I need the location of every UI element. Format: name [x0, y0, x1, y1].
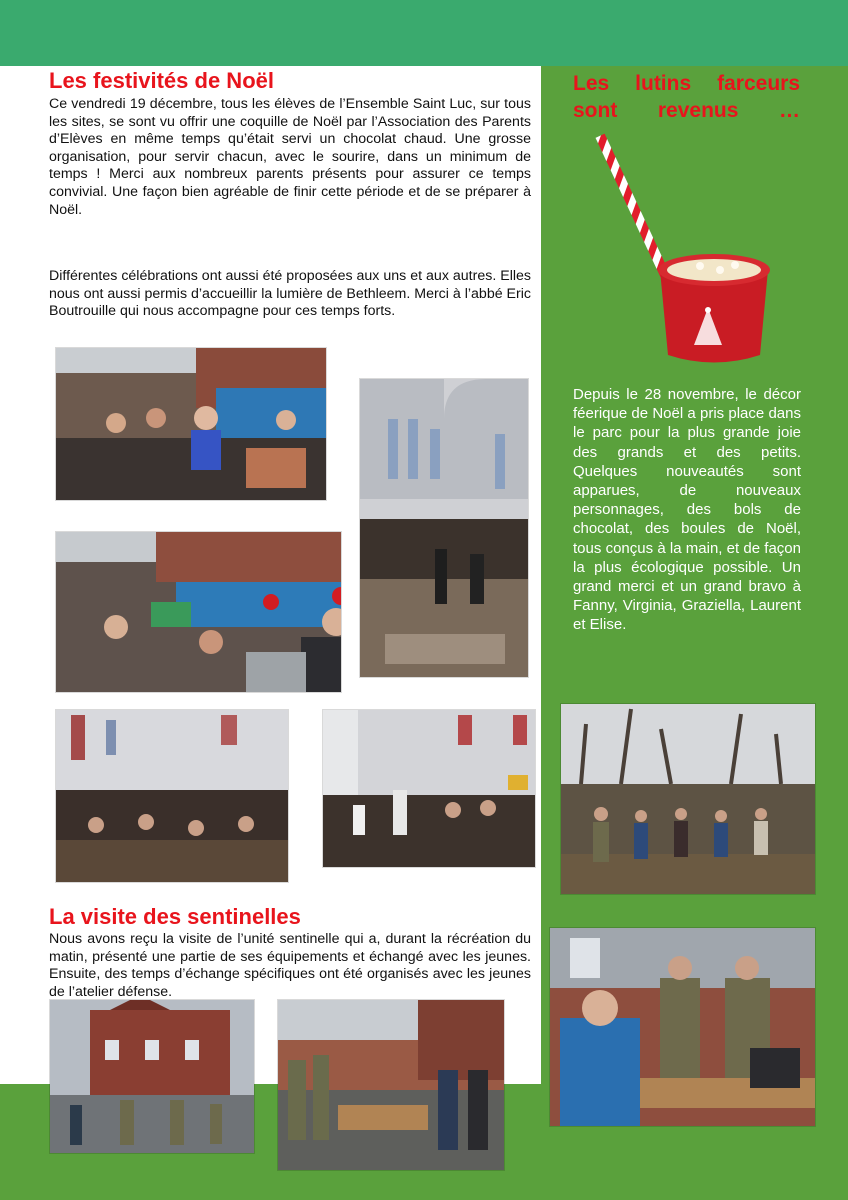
sentinels-paragraph: Nous avons reçu la visite de l’unité sentinelle qui a, durant la récréation du matin, présenté une partie de ses équipements et échangé avec les jeunes. Ensuite, des temps d’échange spécifiques ont été organisés avec les jeunes de l’atelier défense. [49, 931, 531, 1000]
article-paragraph-1: Ce vendredi 19 décembre, tous les élèves de l’Ensemble Saint Luc, sur tous les sites, se sont vu offrir une coquille de Noël par l’Association des Parents d’Elèves en même temps qu’était servi un chocolat chaud. Une grosse organisation, pour servir chacun, avec le sourire, dans un minimum de temps ! Merci aux nombreux parents présents pour assurer ce temps convivial. Une façon bien agréable de finir cette période et de se préparer à Noël. [49, 96, 531, 218]
photo-hot-chocolate-1 [55, 347, 327, 501]
article-title-christmas: Les festivités de Noël [49, 68, 274, 93]
photo-hot-chocolate-2 [55, 531, 342, 693]
photo-elves-park-group [560, 703, 816, 895]
article-title-sentinels: La visite des sentinelles [49, 904, 301, 929]
photo-church-students-2 [322, 709, 536, 868]
sidebar-title: Les lutins farceurs sont revenus … [573, 72, 800, 122]
sidebar-text: Depuis le 28 novembre, le décor féerique de Noël a pris place dans le parc pour la plus grande joie des grands et des petits. Quelques nouveautés sont apparues, de nouveaux personnages, des bols de chocolat, des boules de Noël, tous conçus à la main, et de façon la plus écologique possible. Un grand merci et un grand bravo à Fanny, Virginia, Graziella, Laurent et Elise. [573, 386, 801, 634]
article-paragraph-2: Différentes célébrations ont aussi été proposées aux uns et aux autres. Elles nous ont aussi permis d’accueillir la lumière de Bethleem. Merci à l’abbé Eric Boutrouille qui nous accompagne pour ces temps forts. [49, 268, 531, 320]
photo-sentinels-showing-equipment [549, 927, 816, 1127]
photo-church-celebration [359, 378, 529, 678]
photo-sentinels-building [49, 999, 255, 1154]
header-bar [0, 0, 848, 66]
cup-with-straw-image [590, 130, 780, 370]
photo-sentinels-equipment [277, 999, 505, 1171]
photo-church-students-1 [55, 709, 289, 883]
